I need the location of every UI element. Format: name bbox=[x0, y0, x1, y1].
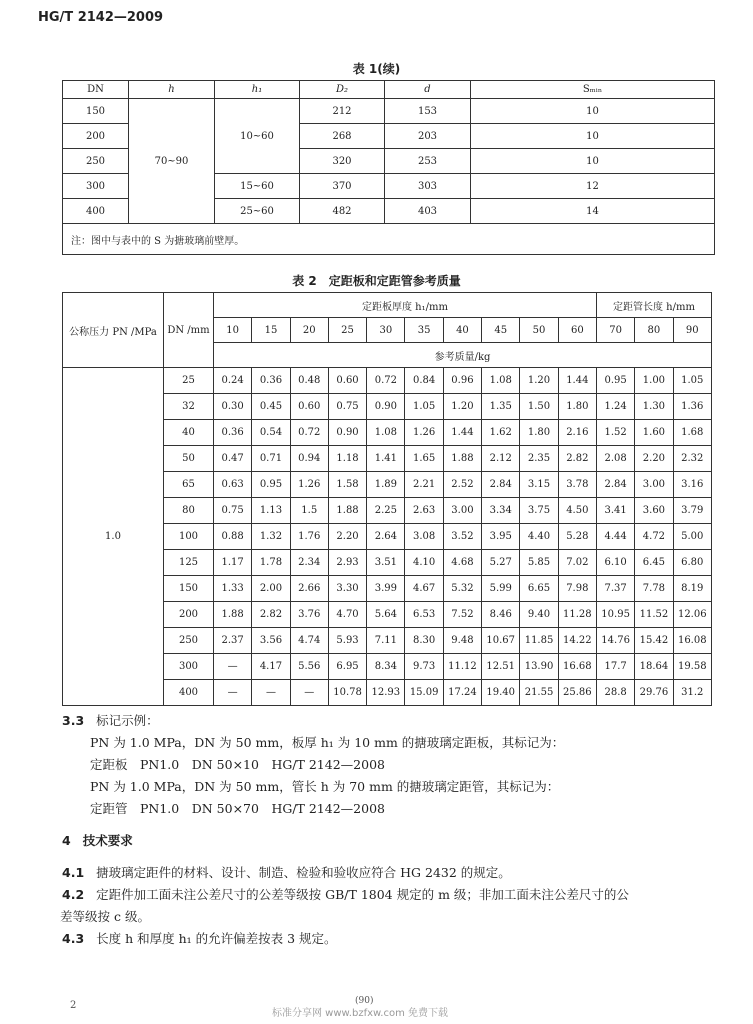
section-title: 标记示例： bbox=[96, 713, 159, 728]
t2-mass-cell: 0.90 bbox=[367, 394, 405, 420]
t1-cell: 303 bbox=[385, 174, 471, 199]
t2-mass-cell: 5.93 bbox=[328, 628, 366, 654]
t2-unit: 参考质量/kg bbox=[214, 343, 712, 368]
t2-mass-cell: 31.2 bbox=[673, 680, 711, 706]
t1-cell: 320 bbox=[300, 149, 385, 174]
t2-mass-cell: 0.75 bbox=[328, 394, 366, 420]
t2-mass-cell: 5.56 bbox=[290, 654, 328, 680]
t1-cell: 370 bbox=[300, 174, 385, 199]
t2-mass-cell: 1.68 bbox=[673, 420, 711, 446]
t2-mass-cell: 2.20 bbox=[328, 524, 366, 550]
t2-mass-cell: 1.13 bbox=[252, 498, 290, 524]
t2-mass-cell: 1.24 bbox=[596, 394, 634, 420]
t1-header-d2: D₂ bbox=[300, 81, 385, 99]
clause-text: 长度 h 和厚度 h₁ 的允许偏差按表 3 规定。 bbox=[96, 931, 337, 946]
t2-mass-cell: 3.75 bbox=[520, 498, 558, 524]
t2-size-10: 10 bbox=[214, 318, 252, 343]
t2-mass-cell: 10.67 bbox=[482, 628, 520, 654]
t1-header-smin: Sₘᵢₙ bbox=[471, 81, 715, 99]
t2-dn-cell: 200 bbox=[164, 602, 214, 628]
t2-mass-cell: 3.34 bbox=[482, 498, 520, 524]
t2-mass-cell: 12.51 bbox=[482, 654, 520, 680]
t2-dn-cell: 40 bbox=[164, 420, 214, 446]
t2-mass-cell: 2.25 bbox=[367, 498, 405, 524]
t2-mass-cell: 0.48 bbox=[290, 368, 328, 394]
t2-mass-cell: 5.32 bbox=[443, 576, 481, 602]
t2-mass-cell: 3.51 bbox=[367, 550, 405, 576]
t2-mass-cell: 19.40 bbox=[482, 680, 520, 706]
t1-cell: 10 bbox=[471, 149, 715, 174]
t2-mass-cell: 6.95 bbox=[328, 654, 366, 680]
t2-mass-cell: 12.93 bbox=[367, 680, 405, 706]
t2-mass-cell: 8.19 bbox=[673, 576, 711, 602]
t2-size-80: 80 bbox=[635, 318, 673, 343]
t2-mass-cell: 6.80 bbox=[673, 550, 711, 576]
t1-cell: 153 bbox=[385, 99, 471, 124]
t2-mass-cell: 3.30 bbox=[328, 576, 366, 602]
t2-mass-cell: 17.24 bbox=[443, 680, 481, 706]
section-number: 3.3 bbox=[62, 713, 85, 728]
t2-mass-cell: 3.41 bbox=[596, 498, 634, 524]
t2-mass-cell: — bbox=[214, 654, 252, 680]
t2-size-15: 15 bbox=[252, 318, 290, 343]
t2-mass-cell: 1.52 bbox=[596, 420, 634, 446]
t2-mass-cell: 16.08 bbox=[673, 628, 711, 654]
t2-mass-cell: 28.8 bbox=[596, 680, 634, 706]
t2-mass-cell: 6.65 bbox=[520, 576, 558, 602]
t2-mass-cell: 1.89 bbox=[367, 472, 405, 498]
t2-mass-cell: 1.33 bbox=[214, 576, 252, 602]
t2-mass-cell: 21.55 bbox=[520, 680, 558, 706]
t2-dn-cell: 25 bbox=[164, 368, 214, 394]
t2-mass-cell: 9.48 bbox=[443, 628, 481, 654]
t2-mass-cell: 0.96 bbox=[443, 368, 481, 394]
t2-mass-cell: 0.60 bbox=[328, 368, 366, 394]
t2-mass-cell: 1.76 bbox=[290, 524, 328, 550]
t2-mass-cell: 0.95 bbox=[252, 472, 290, 498]
t1-cell: 203 bbox=[385, 124, 471, 149]
t2-mass-cell: 1.32 bbox=[252, 524, 290, 550]
t2-mass-cell: 1.44 bbox=[558, 368, 596, 394]
t2-header-row bbox=[63, 293, 712, 318]
t2-size-50: 50 bbox=[520, 318, 558, 343]
t2-mass-cell: 11.12 bbox=[443, 654, 481, 680]
t2-mass-cell: 0.63 bbox=[214, 472, 252, 498]
t2-mass-cell: 1.05 bbox=[673, 368, 711, 394]
clause-text: 定距件加工面未注公差尺寸的公差等级按 GB/T 1804 规定的 m 级；非加工面未注公差尺寸的公 bbox=[96, 887, 629, 902]
clause-number: 4.2 bbox=[62, 887, 85, 902]
document-header: HG/T 2142—2009 bbox=[38, 10, 164, 25]
t2-mass-cell: 1.08 bbox=[482, 368, 520, 394]
t2-mass-cell: 1.44 bbox=[443, 420, 481, 446]
t2-mass-cell: 1.08 bbox=[367, 420, 405, 446]
t1-cell: 200 bbox=[63, 124, 129, 149]
t2-size-60: 60 bbox=[558, 318, 596, 343]
t2-mass-cell: 1.80 bbox=[520, 420, 558, 446]
t2-mass-cell: 29.76 bbox=[635, 680, 673, 706]
t2-mass-cell: 5.00 bbox=[673, 524, 711, 550]
t2-mass-cell: 8.46 bbox=[482, 602, 520, 628]
t2-mass-cell: 16.68 bbox=[558, 654, 596, 680]
t2-mass-cell: 3.16 bbox=[673, 472, 711, 498]
t2-mass-cell: 8.34 bbox=[367, 654, 405, 680]
t2-mass-cell: 3.08 bbox=[405, 524, 443, 550]
t2-mass-cell: 3.95 bbox=[482, 524, 520, 550]
t1-cell: 10~60 bbox=[215, 99, 300, 174]
page-number: 2 bbox=[70, 1000, 77, 1011]
t2-header-dn: DN /mm bbox=[164, 293, 214, 368]
t2-mass-cell: 6.45 bbox=[635, 550, 673, 576]
t2-mass-cell: 7.11 bbox=[367, 628, 405, 654]
t2-mass-cell: 2.63 bbox=[405, 498, 443, 524]
t2-mass-cell: 2.12 bbox=[482, 446, 520, 472]
table-row bbox=[63, 368, 712, 394]
t2-mass-cell: 11.28 bbox=[558, 602, 596, 628]
t2-mass-cell: 1.00 bbox=[635, 368, 673, 394]
t1-header-h1: h₁ bbox=[215, 81, 300, 99]
t2-mass-cell: 0.84 bbox=[405, 368, 443, 394]
t2-mass-cell: 2.82 bbox=[252, 602, 290, 628]
t2-mass-cell: 4.74 bbox=[290, 628, 328, 654]
t2-mass-cell: 7.78 bbox=[635, 576, 673, 602]
t2-mass-cell: 0.95 bbox=[596, 368, 634, 394]
t2-mass-cell: 1.36 bbox=[673, 394, 711, 420]
t2-mass-cell: 2.84 bbox=[596, 472, 634, 498]
t2-mass-cell: 0.88 bbox=[214, 524, 252, 550]
t2-mass-cell: 15.42 bbox=[635, 628, 673, 654]
t2-mass-cell: 1.41 bbox=[367, 446, 405, 472]
t2-mass-cell: 5.27 bbox=[482, 550, 520, 576]
t2-header-tube: 定距管长度 h/mm bbox=[596, 293, 711, 318]
t2-mass-cell: 11.52 bbox=[635, 602, 673, 628]
t2-mass-cell: 2.64 bbox=[367, 524, 405, 550]
t2-mass-cell: 6.53 bbox=[405, 602, 443, 628]
t2-mass-cell: 1.05 bbox=[405, 394, 443, 420]
t1-cell: 150 bbox=[63, 99, 129, 124]
t2-mass-cell: 4.67 bbox=[405, 576, 443, 602]
t2-dn-cell: 80 bbox=[164, 498, 214, 524]
t1-cell: 482 bbox=[300, 199, 385, 224]
t2-header-plate: 定距板厚度 h₁/mm bbox=[214, 293, 597, 318]
t2-mass-cell: 2.08 bbox=[596, 446, 634, 472]
t2-mass-cell: 2.00 bbox=[252, 576, 290, 602]
t2-size-45: 45 bbox=[482, 318, 520, 343]
t2-mass-cell: 3.15 bbox=[520, 472, 558, 498]
t2-mass-cell: 0.72 bbox=[367, 368, 405, 394]
t2-mass-cell: 7.02 bbox=[558, 550, 596, 576]
t2-mass-cell: 1.5 bbox=[290, 498, 328, 524]
t2-mass-cell: 15.09 bbox=[405, 680, 443, 706]
t2-mass-cell: 3.52 bbox=[443, 524, 481, 550]
t1-cell: 15~60 bbox=[215, 174, 300, 199]
t2-mass-cell: 0.54 bbox=[252, 420, 290, 446]
t2-mass-cell: 11.85 bbox=[520, 628, 558, 654]
page-code: (90) bbox=[355, 996, 374, 1006]
t2-mass-cell: 1.88 bbox=[443, 446, 481, 472]
t2-size-35: 35 bbox=[405, 318, 443, 343]
t2-mass-cell: 2.21 bbox=[405, 472, 443, 498]
t2-dn-cell: 100 bbox=[164, 524, 214, 550]
t2-mass-cell: 0.24 bbox=[214, 368, 252, 394]
t2-mass-cell: 4.70 bbox=[328, 602, 366, 628]
t1-cell: 300 bbox=[63, 174, 129, 199]
t2-pn-value: 1.0 bbox=[63, 368, 164, 706]
t2-dn-cell: 400 bbox=[164, 680, 214, 706]
t2-mass-cell: 1.17 bbox=[214, 550, 252, 576]
t2-mass-cell: 0.72 bbox=[290, 420, 328, 446]
t2-mass-cell: 7.37 bbox=[596, 576, 634, 602]
t2-mass-cell: 7.98 bbox=[558, 576, 596, 602]
t1-cell: 253 bbox=[385, 149, 471, 174]
t2-mass-cell: 3.78 bbox=[558, 472, 596, 498]
t1-cell: 212 bbox=[300, 99, 385, 124]
t2-mass-cell: 2.34 bbox=[290, 550, 328, 576]
t2-mass-cell: 3.60 bbox=[635, 498, 673, 524]
section-number: 4 bbox=[62, 833, 71, 848]
t2-mass-cell: 1.30 bbox=[635, 394, 673, 420]
t2-header-pn: 公称压力 PN /MPa bbox=[63, 293, 164, 368]
t2-mass-cell: 2.35 bbox=[520, 446, 558, 472]
t1-cell: 268 bbox=[300, 124, 385, 149]
watermark: 标准分享网 www.bzfxw.com 免费下载 bbox=[272, 1008, 448, 1019]
t2-mass-cell: 0.94 bbox=[290, 446, 328, 472]
t2-mass-cell: 9.73 bbox=[405, 654, 443, 680]
t2-mass-cell: 0.71 bbox=[252, 446, 290, 472]
t2-mass-cell: 10.78 bbox=[328, 680, 366, 706]
t2-mass-cell: 5.28 bbox=[558, 524, 596, 550]
t2-mass-cell: 1.65 bbox=[405, 446, 443, 472]
t1-cell: 250 bbox=[63, 149, 129, 174]
t2-mass-cell: 3.56 bbox=[252, 628, 290, 654]
t2-mass-cell: 12.06 bbox=[673, 602, 711, 628]
t2-mass-cell: 4.50 bbox=[558, 498, 596, 524]
t2-size-30: 30 bbox=[367, 318, 405, 343]
t2-dn-cell: 50 bbox=[164, 446, 214, 472]
t2-mass-cell: 0.60 bbox=[290, 394, 328, 420]
t1-cell: 12 bbox=[471, 174, 715, 199]
t2-mass-cell: 1.80 bbox=[558, 394, 596, 420]
t2-dn-cell: 300 bbox=[164, 654, 214, 680]
t2-mass-cell: 0.36 bbox=[252, 368, 290, 394]
t2-mass-cell: 1.20 bbox=[520, 368, 558, 394]
t2-size-90: 90 bbox=[673, 318, 711, 343]
t2-dn-cell: 125 bbox=[164, 550, 214, 576]
t2-mass-cell: 0.75 bbox=[214, 498, 252, 524]
clause-number: 4.3 bbox=[62, 931, 85, 946]
t1-header-dn: DN bbox=[63, 81, 129, 99]
t2-size-25: 25 bbox=[328, 318, 366, 343]
t2-mass-cell: 1.35 bbox=[482, 394, 520, 420]
example-line: PN 为 1.0 MPa，DN 为 50 mm，管长 h 为 70 mm 的搪玻璃定距管，其标记为： bbox=[90, 779, 560, 794]
t2-mass-cell: 5.99 bbox=[482, 576, 520, 602]
t2-mass-cell: 4.17 bbox=[252, 654, 290, 680]
t1-cell: 10 bbox=[471, 99, 715, 124]
t1-cell: 25~60 bbox=[215, 199, 300, 224]
t2-mass-cell: 2.93 bbox=[328, 550, 366, 576]
t2-mass-cell: 4.40 bbox=[520, 524, 558, 550]
t2-dn-cell: 250 bbox=[164, 628, 214, 654]
t2-mass-cell: 6.10 bbox=[596, 550, 634, 576]
t2-mass-cell: 1.88 bbox=[328, 498, 366, 524]
t2-mass-cell: 18.64 bbox=[635, 654, 673, 680]
t2-mass-cell: 2.84 bbox=[482, 472, 520, 498]
section-3-3 bbox=[62, 710, 564, 820]
t2-size-40: 40 bbox=[443, 318, 481, 343]
t2-mass-cell: 0.45 bbox=[252, 394, 290, 420]
t2-mass-cell: 3.99 bbox=[367, 576, 405, 602]
t2-mass-cell: 2.32 bbox=[673, 446, 711, 472]
t2-mass-cell: 3.00 bbox=[443, 498, 481, 524]
t2-mass-cell: 0.47 bbox=[214, 446, 252, 472]
t2-mass-cell: 10.95 bbox=[596, 602, 634, 628]
t2-mass-cell: 14.76 bbox=[596, 628, 634, 654]
t1-cell: 400 bbox=[63, 199, 129, 224]
table2-title: 表 2 定距板和定距管参考质量 bbox=[292, 274, 461, 288]
t2-mass-cell: 1.50 bbox=[520, 394, 558, 420]
t1-header-d: d bbox=[385, 81, 471, 99]
t2-mass-cell: 5.85 bbox=[520, 550, 558, 576]
t2-mass-cell: 8.30 bbox=[405, 628, 443, 654]
t2-mass-cell: 1.26 bbox=[290, 472, 328, 498]
t2-mass-cell: 3.79 bbox=[673, 498, 711, 524]
t2-mass-cell: 4.68 bbox=[443, 550, 481, 576]
t2-mass-cell: 4.44 bbox=[596, 524, 634, 550]
t2-mass-cell: 2.66 bbox=[290, 576, 328, 602]
t2-mass-cell: 3.00 bbox=[635, 472, 673, 498]
t2-mass-cell: 13.90 bbox=[520, 654, 558, 680]
t2-mass-cell: — bbox=[252, 680, 290, 706]
t2-mass-cell: 7.52 bbox=[443, 602, 481, 628]
t2-mass-cell: 0.30 bbox=[214, 394, 252, 420]
t2-mass-cell: 1.88 bbox=[214, 602, 252, 628]
t2-mass-cell: 1.58 bbox=[328, 472, 366, 498]
t2-dn-cell: 65 bbox=[164, 472, 214, 498]
t2-mass-cell: 1.26 bbox=[405, 420, 443, 446]
t2-mass-cell: 2.82 bbox=[558, 446, 596, 472]
t2-mass-cell: — bbox=[290, 680, 328, 706]
t2-mass-cell: 17.7 bbox=[596, 654, 634, 680]
t2-mass-cell: 2.52 bbox=[443, 472, 481, 498]
t2-mass-cell: 0.36 bbox=[214, 420, 252, 446]
t2-mass-cell: 1.78 bbox=[252, 550, 290, 576]
clause-text-continued: 差等级按 c 级。 bbox=[60, 909, 150, 924]
table1 bbox=[62, 80, 715, 255]
t2-mass-cell: 14.22 bbox=[558, 628, 596, 654]
clause-number: 4.1 bbox=[62, 865, 85, 880]
t2-mass-cell: 5.64 bbox=[367, 602, 405, 628]
t2-mass-cell: 0.90 bbox=[328, 420, 366, 446]
t2-mass-cell: 2.16 bbox=[558, 420, 596, 446]
t2-mass-cell: — bbox=[214, 680, 252, 706]
section-title: 技术要求 bbox=[82, 833, 133, 848]
t2-mass-cell: 25.86 bbox=[558, 680, 596, 706]
t2-mass-cell: 1.62 bbox=[482, 420, 520, 446]
table1-title: 表 1(续) bbox=[352, 62, 401, 76]
t2-mass-cell: 2.20 bbox=[635, 446, 673, 472]
t1-cell: 70~90 bbox=[129, 99, 215, 224]
t2-mass-cell: 9.40 bbox=[520, 602, 558, 628]
t1-header-h: h bbox=[129, 81, 215, 99]
t2-dn-cell: 32 bbox=[164, 394, 214, 420]
section-4 bbox=[62, 830, 629, 950]
t1-cell: 403 bbox=[385, 199, 471, 224]
t2-mass-cell: 2.37 bbox=[214, 628, 252, 654]
t2-size-70: 70 bbox=[596, 318, 634, 343]
t2-mass-cell: 4.10 bbox=[405, 550, 443, 576]
t2-mass-cell: 1.60 bbox=[635, 420, 673, 446]
example-line: 定距板 PN1.0 DN 50×10 HG/T 2142—2008 bbox=[90, 757, 385, 772]
t2-mass-cell: 19.58 bbox=[673, 654, 711, 680]
t2-mass-cell: 3.76 bbox=[290, 602, 328, 628]
t1-cell: 10 bbox=[471, 124, 715, 149]
example-line: 定距管 PN1.0 DN 50×70 HG/T 2142—2008 bbox=[90, 801, 385, 816]
t2-mass-cell: 1.20 bbox=[443, 394, 481, 420]
t1-note: 注：图中与表中的 S 为搪玻璃前壁厚。 bbox=[63, 224, 715, 255]
t2-mass-cell: 1.18 bbox=[328, 446, 366, 472]
clause-text: 搪玻璃定距件的材料、设计、制造、检验和验收应符合 HG 2432 的规定。 bbox=[96, 865, 511, 880]
t2-size-20: 20 bbox=[290, 318, 328, 343]
t1-cell: 14 bbox=[471, 199, 715, 224]
example-line: PN 为 1.0 MPa，DN 为 50 mm，板厚 h₁ 为 10 mm 的搪玻璃定距板，其标记为： bbox=[90, 735, 565, 750]
t2-dn-cell: 150 bbox=[164, 576, 214, 602]
t2-mass-cell: 4.72 bbox=[635, 524, 673, 550]
table2 bbox=[62, 292, 712, 706]
